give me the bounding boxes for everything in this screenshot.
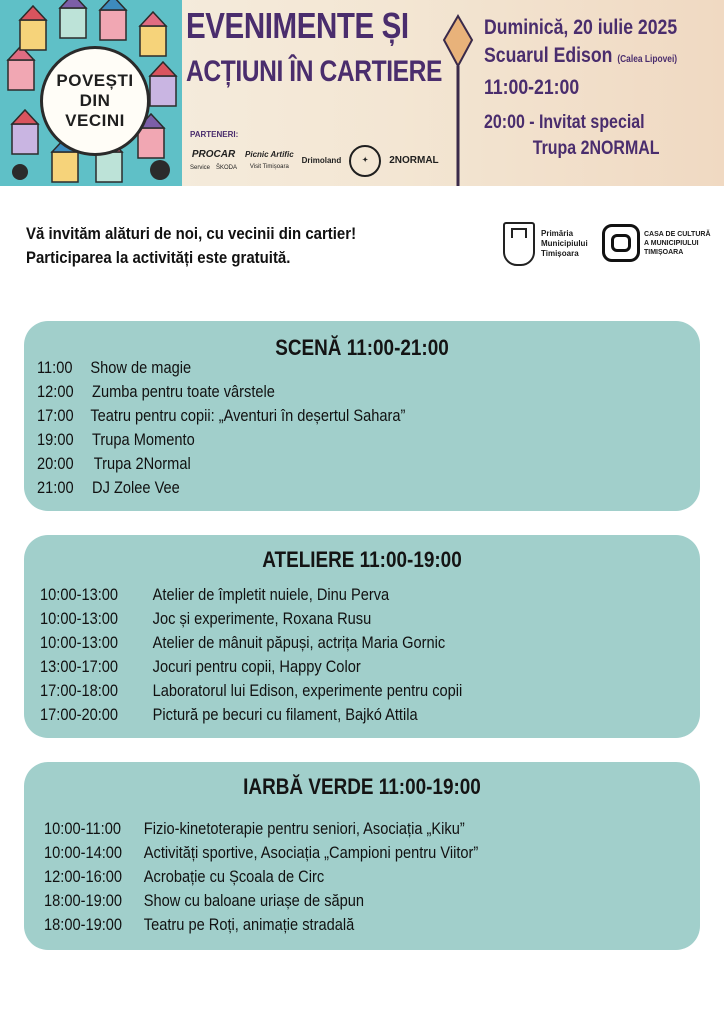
partner-procar-logo: PROCAR Service ŠKODA bbox=[190, 148, 238, 171]
schedule-text: DJ Zolee Vee bbox=[92, 478, 180, 497]
title-line-1: EVENIMENTE ȘI bbox=[186, 5, 409, 46]
schedule-time: 12:00-16:00 bbox=[44, 867, 123, 886]
street-lamp-icon bbox=[438, 14, 478, 186]
partners-logos bbox=[190, 145, 452, 177]
schedule-row bbox=[37, 357, 191, 379]
event-place-name: Scuarul Edison bbox=[484, 44, 613, 67]
schedule-row bbox=[44, 890, 364, 912]
schedule-time: 19:00 bbox=[37, 430, 74, 449]
schedule-text: Fizio-kinetoterapie pentru seniori, Asociația „Kiku” bbox=[143, 819, 465, 838]
logo-line-1: POVEȘTI bbox=[56, 71, 134, 90]
schedule-row bbox=[44, 914, 354, 936]
schedule-text: Acrobație cu Școala de Circ bbox=[143, 867, 325, 886]
schedule-row bbox=[44, 842, 478, 864]
partner-2normal-logo: 2NORMAL bbox=[389, 155, 439, 166]
primaria-logo bbox=[503, 222, 588, 266]
header-banner bbox=[0, 0, 724, 186]
schedule-row bbox=[37, 477, 180, 499]
invite-line-1: Vă invităm alături de noi, cu vecinii din cartier! bbox=[26, 224, 357, 243]
schedule-row bbox=[40, 680, 462, 702]
section-title: SCENĂ 11:00-21:00 bbox=[275, 335, 449, 360]
schedule-row bbox=[40, 632, 445, 654]
schedule-row bbox=[44, 866, 324, 888]
section-iarba-verde bbox=[24, 762, 700, 950]
schedule-time: 20:00 bbox=[37, 454, 74, 473]
schedule-text: Atelier de împletit nuiele, Dinu Perva bbox=[152, 585, 390, 604]
schedule-time: 10:00-14:00 bbox=[44, 843, 123, 862]
schedule-time: 10:00-13:00 bbox=[40, 609, 119, 628]
schedule-time: 18:00-19:00 bbox=[44, 891, 123, 910]
partner-sub-skoda: ŠKODA bbox=[216, 164, 238, 171]
schedule-text: Activități sportive, Asociația „Campioni pentru Viitor” bbox=[143, 843, 479, 862]
primaria-text: Primăria Municipiului Timișoara bbox=[541, 229, 588, 258]
schedule-text: Zumba pentru toate vârstele bbox=[92, 382, 275, 401]
schedule-row bbox=[40, 608, 371, 630]
logo-line-2: DIN bbox=[79, 91, 111, 110]
schedule-time: 11:00 bbox=[37, 358, 73, 377]
schedule-time: 17:00-20:00 bbox=[40, 705, 119, 724]
schedule-row bbox=[40, 656, 361, 678]
schedule-text: Teatru pentru copii: „Aventuri în deșertul Sahara” bbox=[90, 406, 406, 425]
schedule-text: Pictură pe becuri cu filament, Bajkó Attila bbox=[152, 705, 418, 724]
event-place-note: (Calea Lipovei) bbox=[617, 54, 678, 65]
special-guest-line1: 20:00 - Invitat special bbox=[484, 112, 645, 133]
partner-picnic-logo: Picnic Artific Visit Timișoara bbox=[245, 150, 294, 170]
schedule-text: Joc și experimente, Roxana Rusu bbox=[152, 609, 372, 628]
schedule-row bbox=[40, 704, 418, 726]
invite-text bbox=[26, 222, 401, 270]
schedule-row bbox=[40, 584, 389, 606]
schedule-time: 18:00-19:00 bbox=[44, 915, 123, 934]
event-date: Duminică, 20 iulie 2025 bbox=[484, 16, 678, 39]
casa-text: CASA DE CULTURĂ A MUNICIPIULUI TIMIȘOARA bbox=[644, 230, 711, 256]
event-title bbox=[186, 6, 456, 92]
houses-illustration bbox=[0, 0, 182, 186]
casa-mark-icon bbox=[602, 224, 640, 262]
crest-icon bbox=[503, 222, 535, 266]
schedule-text: Jocuri pentru copii, Happy Color bbox=[152, 657, 361, 676]
section-title: ATELIERE 11:00-19:00 bbox=[262, 547, 462, 572]
casa-de-cultura-logo bbox=[602, 224, 711, 262]
schedule-text: Trupa 2Normal bbox=[93, 454, 191, 473]
schedule-row bbox=[37, 429, 195, 451]
section-title: IARBĂ VERDE 11:00-19:00 bbox=[243, 774, 481, 799]
schedule-time: 17:00 bbox=[37, 406, 74, 425]
schedule-row bbox=[44, 818, 465, 840]
schedule-time: 10:00-13:00 bbox=[40, 633, 119, 652]
schedule-row bbox=[37, 381, 275, 403]
schedule-text: Trupa Momento bbox=[92, 430, 195, 449]
schedule-time: 12:00 bbox=[37, 382, 74, 401]
schedule-time: 17:00-18:00 bbox=[40, 681, 119, 700]
section-scena bbox=[24, 321, 700, 511]
schedule-text: Teatru pe Roți, animație stradală bbox=[143, 915, 355, 934]
event-info bbox=[484, 14, 720, 162]
schedule-row bbox=[37, 453, 191, 475]
event-hours: 11:00-21:00 bbox=[484, 76, 580, 99]
schedule-row bbox=[37, 405, 405, 427]
povesti-din-vecini-logo bbox=[40, 46, 150, 156]
invite-line-2: Participarea la activități este gratuită. bbox=[26, 248, 291, 267]
partner-drimoland-logo: Drimoland bbox=[301, 156, 342, 165]
partner-sub-visit: Visit Timișoara bbox=[249, 164, 289, 170]
logo-line-3: VECINI bbox=[65, 111, 125, 130]
special-guest-line2: Trupa 2NORMAL bbox=[532, 138, 660, 159]
partners-label: PARTENERI: bbox=[190, 130, 239, 139]
section-ateliere bbox=[24, 535, 700, 738]
partner-seal-logo: ✦ bbox=[349, 145, 381, 177]
schedule-time: 13:00-17:00 bbox=[40, 657, 119, 676]
event-place bbox=[484, 42, 682, 74]
schedule-time: 10:00-11:00 bbox=[44, 819, 121, 838]
schedule-text: Atelier de mânuit păpuși, actrița Maria Gornic bbox=[152, 633, 446, 652]
schedule-text: Show cu baloane uriașe de săpun bbox=[143, 891, 365, 910]
partner-sub-service: Service bbox=[190, 164, 211, 171]
schedule-text: Show de magie bbox=[90, 358, 192, 377]
schedule-time: 21:00 bbox=[37, 478, 74, 497]
title-line-2: ACȚIUNI ÎN CARTIERE bbox=[186, 55, 442, 88]
schedule-time: 10:00-13:00 bbox=[40, 585, 119, 604]
schedule-text: Laboratorul lui Edison, experimente pentru copii bbox=[152, 681, 463, 700]
